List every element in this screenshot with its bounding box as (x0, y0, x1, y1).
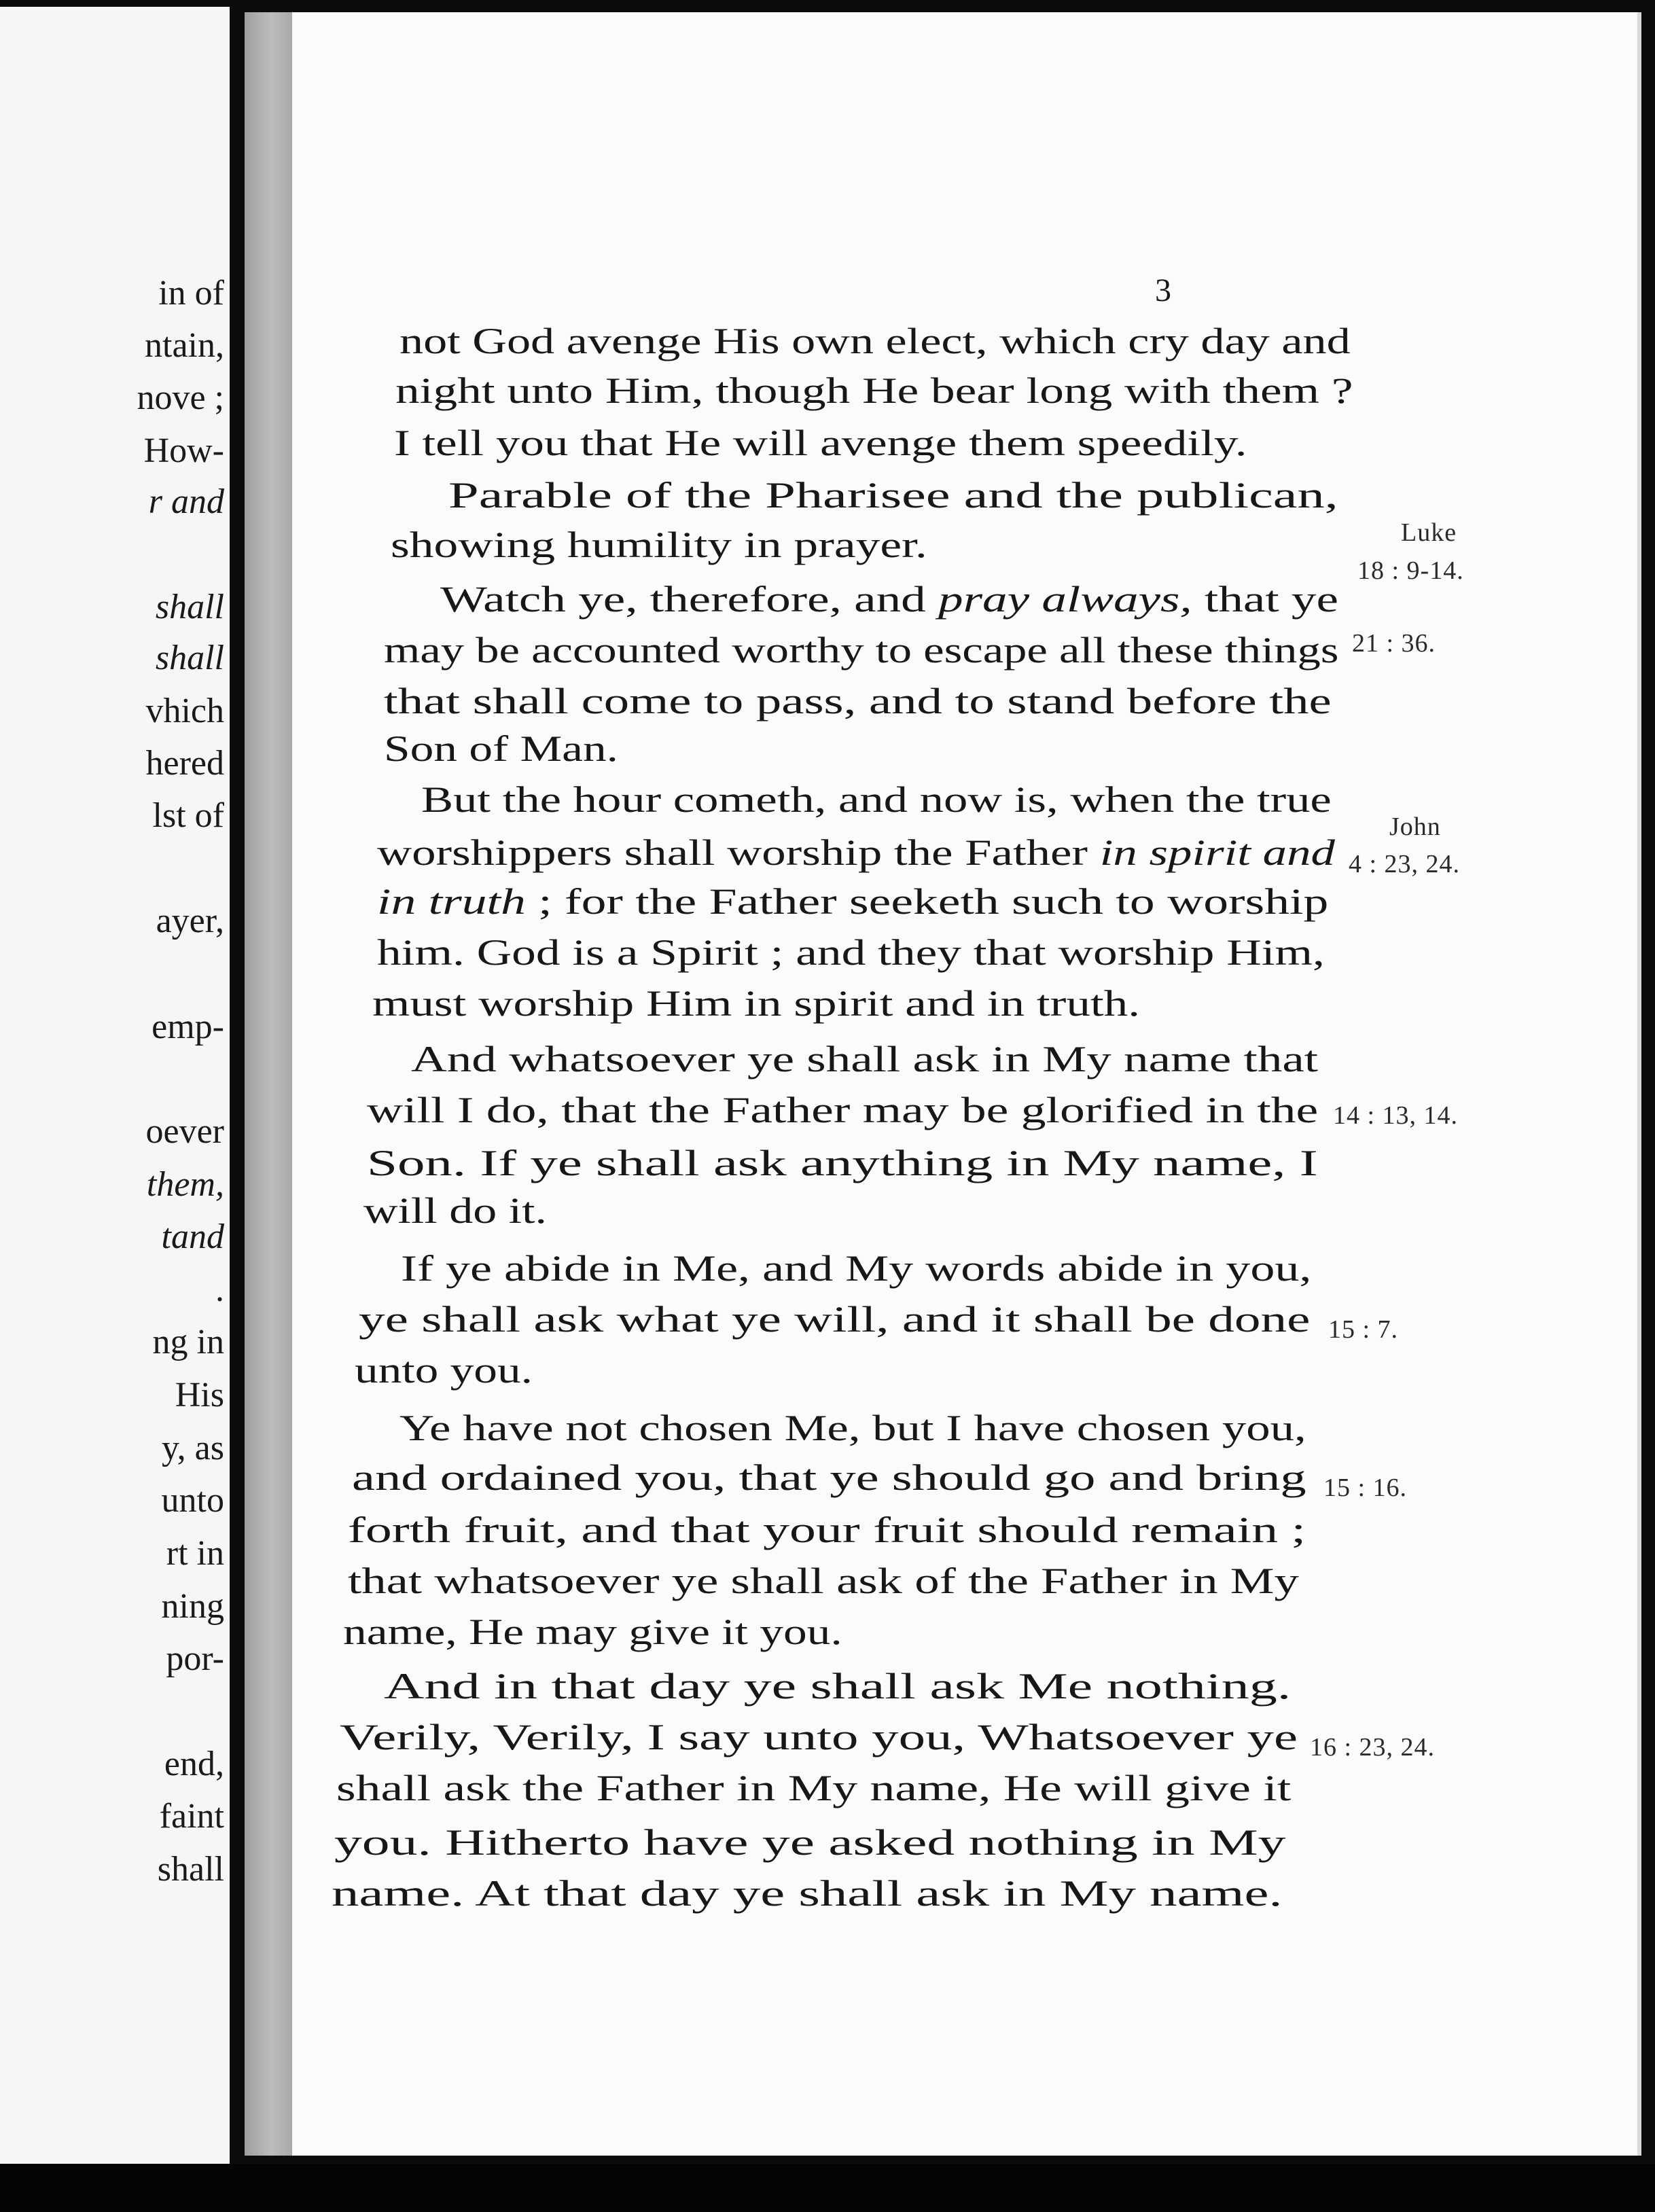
text-segment: I tell you that He will avenge them speedily. (394, 423, 1247, 463)
left-page-fragment: shall (157, 1850, 224, 1889)
text-segment: And whatsoever ye shall ask in My name that (411, 1039, 1319, 1080)
text-line (399, 1407, 1306, 1449)
text-segment: Verily, Verily, I say unto you, Whatsoever ye (340, 1717, 1298, 1758)
left-page-fragment: shall (155, 639, 224, 677)
bottom-edge (0, 2164, 1655, 2212)
left-page-fragment: unto (161, 1481, 224, 1520)
text-line (363, 1190, 547, 1232)
text-line (336, 1767, 1291, 1809)
margin-reference: 15 : 16. (1323, 1474, 1408, 1502)
text-segment-italic: in truth (377, 881, 526, 922)
text-line (332, 1872, 1283, 1914)
text-line (377, 832, 1335, 874)
left-page-fragment: ning (161, 1587, 224, 1626)
text-line (340, 1716, 1298, 1758)
text-segment: worshippers shall worship the Father (377, 832, 1100, 873)
text-line (377, 931, 1325, 974)
text-line (348, 1560, 1299, 1602)
left-page (0, 7, 230, 2164)
left-page-fragment: oever (145, 1112, 224, 1151)
text-line (352, 1457, 1306, 1499)
text-segment: But the hour cometh, and now is, when the true (421, 779, 1332, 820)
margin-reference: Luke (1401, 518, 1457, 547)
text-segment: may be accounted worthy to escape all these things (384, 630, 1339, 671)
text-segment: Son of Man. (384, 728, 619, 769)
text-line (372, 982, 1140, 1024)
margin-reference: 16 : 23, 24. (1310, 1733, 1436, 1762)
text-segment: ye shall ask what ye will, and it shall be done (359, 1299, 1311, 1340)
margin-reference: 21 : 36. (1352, 629, 1436, 658)
text-segment: will do it. (363, 1190, 548, 1231)
text-line (384, 629, 1338, 671)
left-page-fragment: end, (164, 1745, 224, 1783)
text-line (440, 578, 1338, 620)
left-page-fragment: . (215, 1270, 224, 1309)
text-segment: not God avenge His own elect, which cry day and (399, 321, 1351, 361)
text-line (395, 370, 1353, 412)
right-page (292, 12, 1641, 2156)
text-line (367, 1142, 1318, 1184)
text-line (359, 1298, 1310, 1340)
left-page-fragment: hered (145, 744, 224, 783)
left-page-fragment: How- (143, 431, 224, 470)
text-segment: name, He may give it you. (343, 1611, 842, 1652)
text-segment: him. God is a Spirit ; and they that worship Him, (377, 932, 1325, 973)
text-line (377, 880, 1328, 923)
left-page-fragment: nove ; (137, 378, 224, 417)
text-segment: will I do, that the Father may be glorified in the (367, 1090, 1319, 1130)
margin-reference: 18 : 9-14. (1357, 556, 1464, 585)
text-segment: that ye (1192, 579, 1338, 620)
margin-reference: John (1389, 813, 1441, 841)
left-page-fragment: lst of (152, 796, 224, 835)
text-segment: you. Hitherto have ye asked nothing in My (334, 1822, 1286, 1863)
text-segment: And in that day ye shall ask Me nothing. (384, 1666, 1292, 1707)
text-segment: Watch ye, therefore, and (440, 579, 939, 620)
left-page-fragment: ayer, (156, 902, 224, 940)
text-line (384, 680, 1332, 722)
text-line (421, 779, 1332, 821)
left-page-fragment: ntain, (145, 326, 224, 365)
page-number: 3 (1155, 272, 1171, 308)
text-segment: Ye have not chosen Me, but I have chosen you, (399, 1408, 1306, 1448)
text-line (384, 1665, 1291, 1707)
text-segment: If ye abide in Me, and My words abide in you, (401, 1248, 1312, 1289)
margin-reference: 14 : 13, 14. (1333, 1101, 1459, 1130)
text-line (401, 1247, 1311, 1289)
text-segment: name. At that day ye shall ask in My name. (332, 1873, 1283, 1914)
text-line (334, 1821, 1285, 1863)
margin-reference: 15 : 7. (1328, 1315, 1399, 1344)
text-segment-italic: in spirit and (1099, 832, 1335, 873)
text-line (411, 1038, 1318, 1080)
text-line (343, 1611, 842, 1653)
text-segment: showing humility in prayer. (391, 524, 927, 565)
text-segment: unto you. (355, 1350, 533, 1391)
gutter-shadow (230, 0, 245, 2167)
text-segment: night unto Him, though He bear long with them ? (395, 370, 1353, 411)
text-segment: Son. If ye shall ask anything in My name, I (367, 1143, 1318, 1183)
left-page-fragment: emp- (152, 1007, 224, 1046)
left-page-fragment: vhich (145, 692, 224, 730)
text-line (391, 524, 927, 566)
text-segment: Parable of the Pharisee and the publican, (448, 475, 1338, 516)
left-page-fragment: r and (148, 482, 224, 521)
left-page-fragment: them, (146, 1165, 224, 1204)
left-page-fragment: rt in (166, 1534, 224, 1573)
margin-reference: 4 : 23, 24. (1349, 850, 1461, 878)
left-page-fragment: ng in (152, 1323, 224, 1361)
text-segment: ; for the Father seeketh such to worship (525, 881, 1329, 922)
left-page-fragment: tand (161, 1217, 224, 1256)
text-line (367, 1089, 1318, 1131)
left-page-fragment: His (175, 1376, 224, 1414)
left-page-fragment: in of (158, 274, 224, 313)
text-segment: shall ask the Father in My name, He will give it (336, 1768, 1292, 1808)
text-line (399, 320, 1351, 362)
text-line (348, 1509, 1306, 1551)
text-segment: that whatsoever ye shall ask of the Father in My (348, 1560, 1299, 1601)
left-page-fragment: por- (166, 1639, 224, 1678)
text-line (448, 474, 1338, 516)
spine-strip (245, 12, 292, 2156)
text-segment: and ordained you, that ye should go and bring (352, 1457, 1306, 1498)
left-page-fragment: y, as (162, 1429, 224, 1467)
text-segment: must worship Him in spirit and in truth. (372, 983, 1140, 1024)
text-line (384, 728, 618, 770)
left-page-fragment: shall (155, 588, 224, 626)
left-page-fragment: faint (159, 1797, 224, 1836)
text-segment: forth fruit, and that your fruit should remain ; (348, 1510, 1306, 1550)
text-line (394, 422, 1247, 464)
text-line (355, 1349, 533, 1391)
text-segment: that shall come to pass, and to stand before the (384, 681, 1332, 721)
text-segment-italic: pray always, (938, 579, 1192, 620)
